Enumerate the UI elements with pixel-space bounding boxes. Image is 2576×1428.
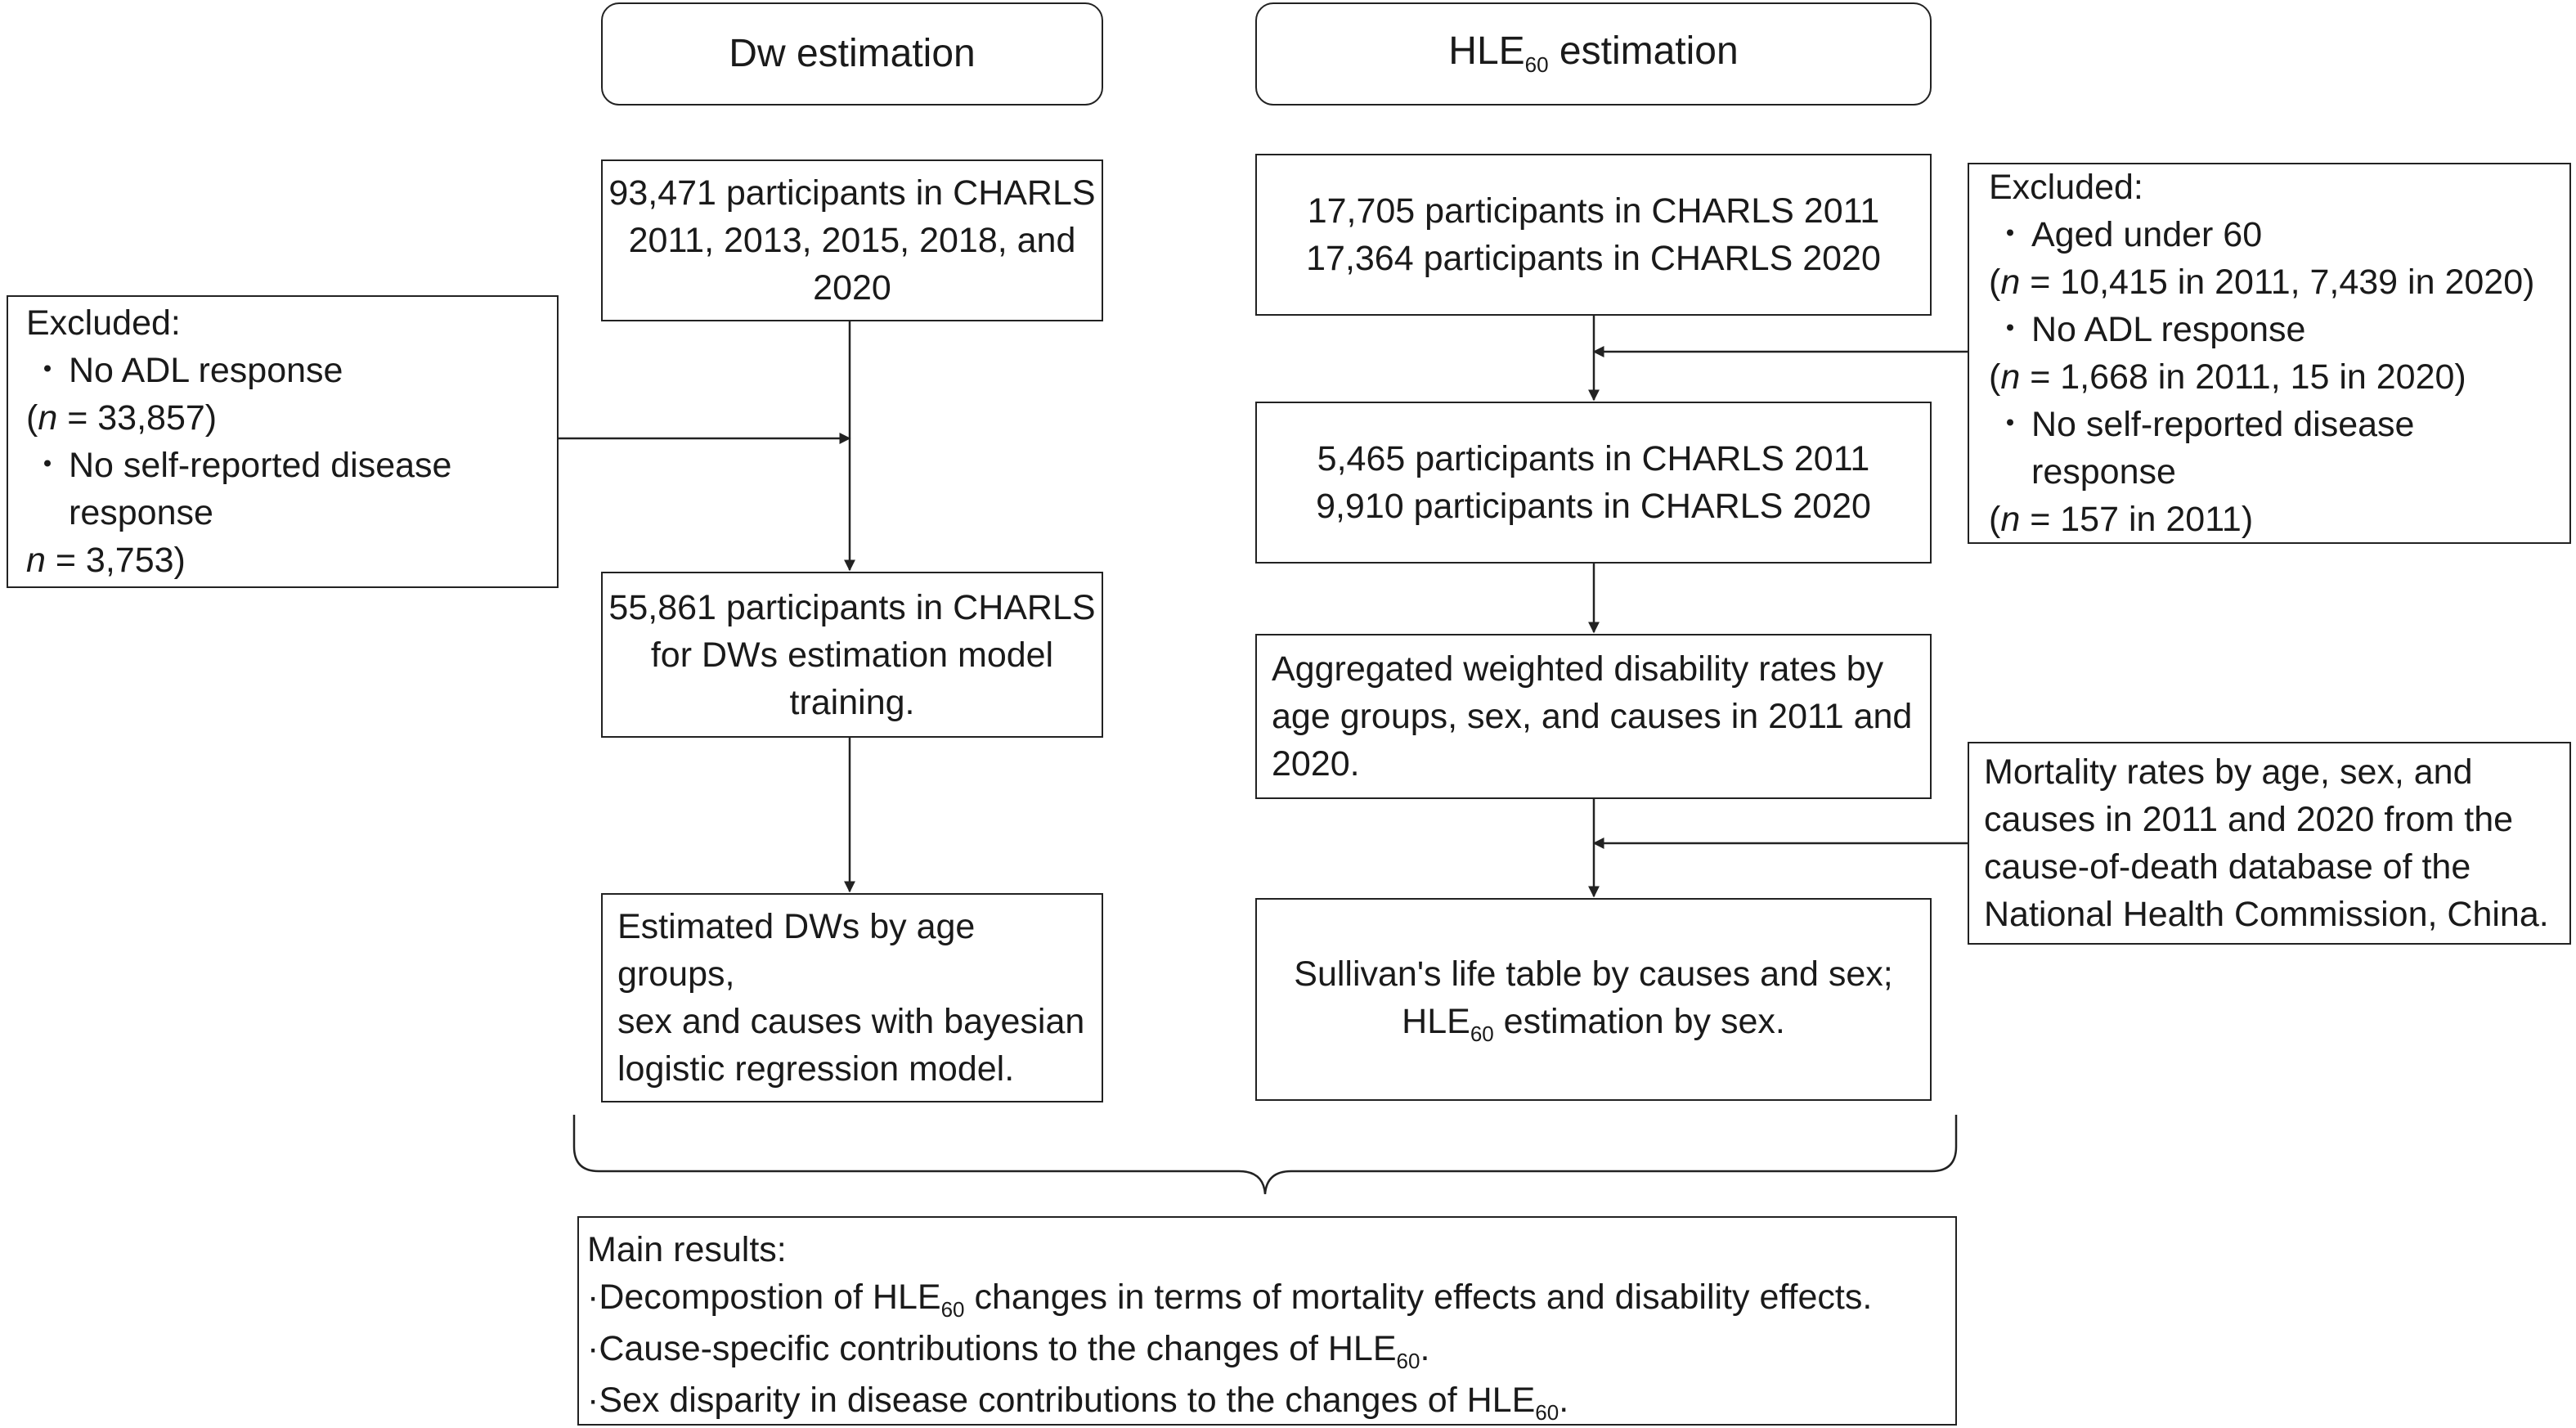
dw-training-line-2: for DWs estimation model xyxy=(650,635,1054,675)
hle-aggregated-box xyxy=(1255,634,1932,799)
dw-exclusion-item-1: ・ No ADL response xyxy=(29,351,343,390)
dw-estimation-header-text: Dw estimation xyxy=(729,32,976,75)
dw-start-participants-box xyxy=(601,159,1103,321)
hle-life-table-box xyxy=(1255,898,1932,1101)
grouping-brace xyxy=(574,1115,1956,1194)
mortality-line-1: Mortality rates by age, sex, and xyxy=(1984,752,2473,792)
hle-exclusion-item-3: ・ No self-reported disease xyxy=(1992,405,2415,444)
dw-estimated-line-1: Estimated DWs by age groups, xyxy=(617,907,976,994)
mortality-rates-box xyxy=(1968,742,2571,945)
hle-aggregated-line-2: age groups, sex, and causes in 2011 and xyxy=(1272,697,1913,736)
hle-exclusion-item-2: ・ No ADL response xyxy=(1992,310,2306,349)
hle-exclusion-item-3-cont: response xyxy=(2031,452,2176,492)
dw-training-box xyxy=(601,572,1103,738)
main-results-item-2: ·Cause-specific contributions to the changes of $HLE_{60}$. xyxy=(587,1329,1430,1373)
hle-exclusion-box xyxy=(1968,163,2571,544)
hle-life-table-line-2: $HLE_{60}$ estimation by sex. xyxy=(1402,1001,1785,1046)
hle-start-participants-box xyxy=(1255,154,1932,316)
hle-start-line-2: 17,364 participants in CHARLS 2020 xyxy=(1306,239,1881,278)
dw-training-line-1: 55,861 participants in CHARLS xyxy=(608,587,1096,627)
hle-filtered-participants-box xyxy=(1255,402,1932,564)
mortality-line-3: cause-of-death database of the xyxy=(1984,847,2471,887)
hle-aggregated-line-1: Aggregated weighted disability rates by xyxy=(1272,649,1884,689)
main-results-title: Main results: xyxy=(587,1230,787,1269)
hle-filtered-line-2: 9,910 participants in CHARLS 2020 xyxy=(1316,487,1871,526)
dw-exclusion-item-1-count: (n = 33,857) xyxy=(26,398,218,438)
dw-start-line-2: 2011, 2013, 2015, 2018, and xyxy=(628,221,1076,260)
hle-exclusion-item-3-count: (n = 157 in 2011) xyxy=(1989,500,2254,539)
main-results-item-3: ·Sex disparity in disease contributions to the changes of $HLE_{60}$. xyxy=(587,1381,1569,1425)
dw-start-line-1: 93,471 participants in CHARLS xyxy=(608,173,1096,213)
hle-exclusion-item-1-count: (n = 10,415 in 2011, 7,439 in 2020) xyxy=(1989,263,2535,302)
hle-life-table-line-1: Sullivan's life table by causes and sex; xyxy=(1294,954,1893,994)
dw-start-line-3: 2020 xyxy=(813,268,891,308)
main-results-item-1: ·Decompostion of $HLE_{60}$ changes in terms of mortality effects and disability effects. xyxy=(587,1278,1873,1322)
hle-start-line-1: 17,705 participants in CHARLS 2011 xyxy=(1307,191,1880,231)
dw-estimated-line-2: sex and causes with bayesian xyxy=(617,1002,1085,1041)
hle-estimation-header-text: $HLE_{60}$ estimation xyxy=(1448,29,1739,77)
hle-exclusion-item-1: ・ Aged under 60 xyxy=(1992,215,2263,254)
dw-exclusion-item-2: ・ No self-reported disease xyxy=(29,446,452,485)
dw-exclusion-title: Excluded: xyxy=(26,303,181,343)
dw-estimation-header xyxy=(601,2,1103,106)
hle-estimation-header xyxy=(1255,2,1932,106)
main-results-box xyxy=(577,1216,1957,1426)
hle-aggregated-line-3: 2020. xyxy=(1272,744,1360,784)
dw-exclusion-item-2-count: n = 3,753) xyxy=(26,541,186,580)
mortality-line-2: causes in 2011 and 2020 from the xyxy=(1984,800,2514,839)
mortality-line-4: National Health Commission, China. xyxy=(1984,895,2549,934)
hle-filtered-line-1: 5,465 participants in CHARLS 2011 xyxy=(1317,439,1870,478)
hle-exclusion-title: Excluded: xyxy=(1989,168,2143,207)
dw-estimated-box xyxy=(601,893,1103,1102)
hle-exclusion-item-2-count: (n = 1,668 in 2011, 15 in 2020) xyxy=(1989,357,2466,397)
dw-estimated-line-3: logistic regression model. xyxy=(617,1049,1015,1089)
dw-exclusion-box xyxy=(7,295,559,588)
dw-training-line-3: training. xyxy=(789,682,915,722)
dw-exclusion-item-2-cont: response xyxy=(69,493,213,532)
